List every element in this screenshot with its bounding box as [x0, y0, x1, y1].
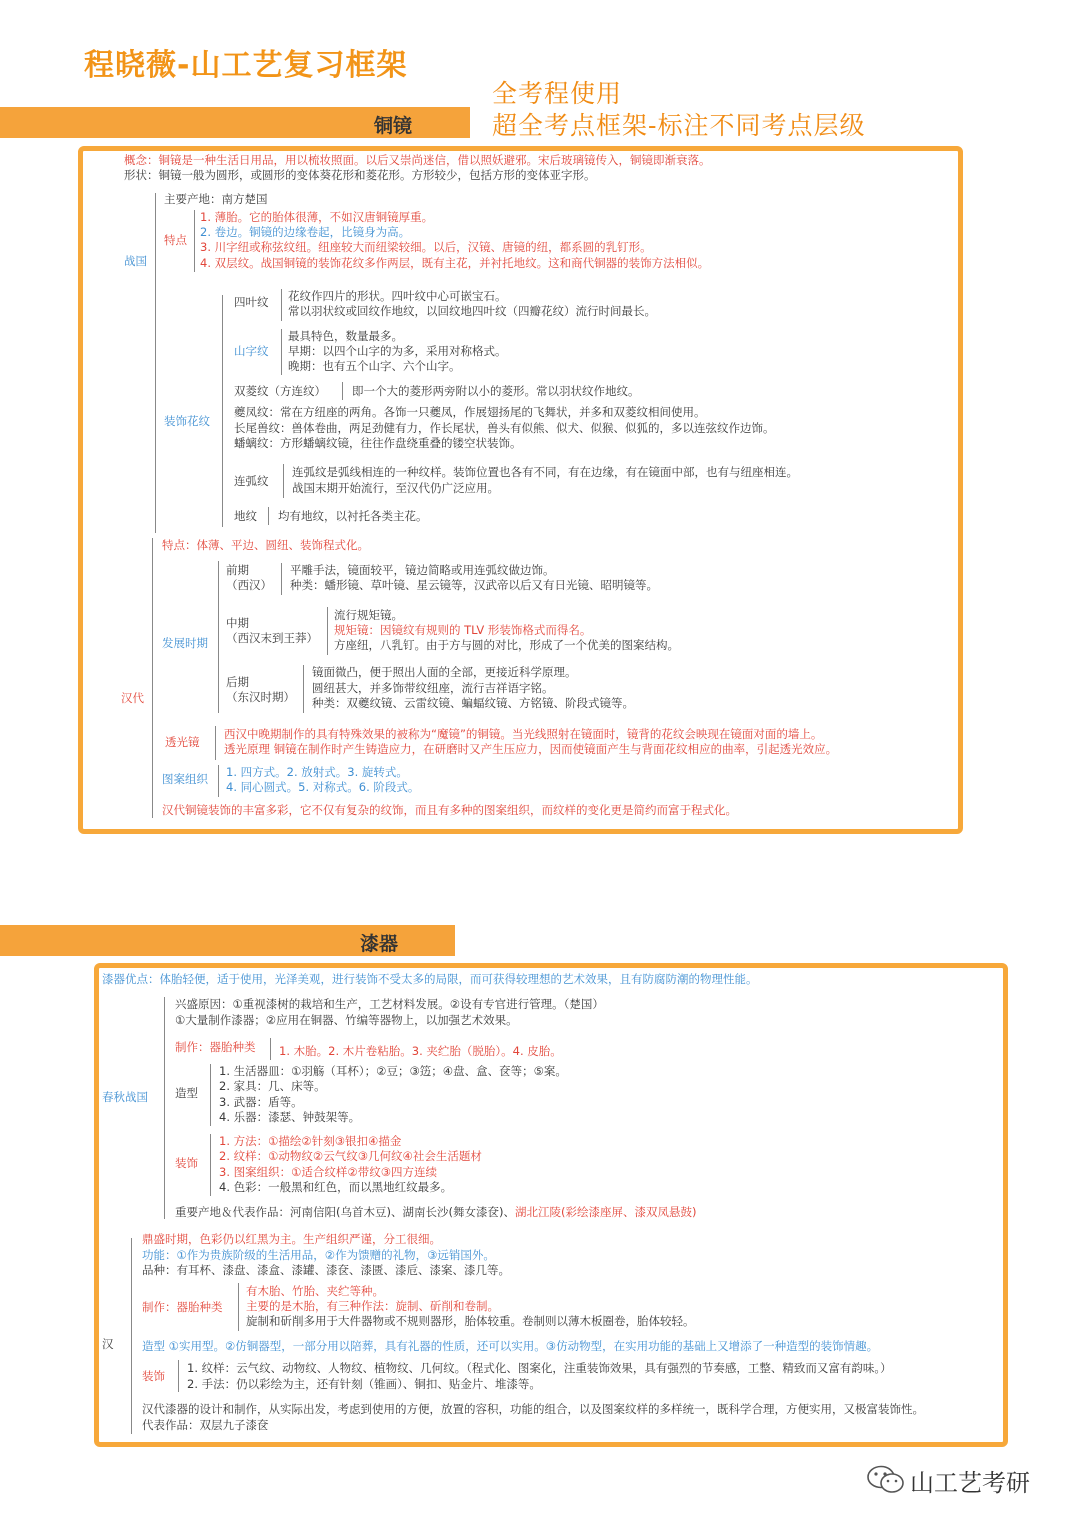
- kuifeng-text: 夔凤纹：常在方纽座的两角。各饰一只夔凤，作展翅扬尾的飞舞状，并多和双菱纹相间使用。: [234, 405, 706, 419]
- chunqiu-zhuangshi-3: 3. 图案组织：①适合纹样②带纹③四方连续: [219, 1165, 438, 1179]
- han-function: 功能：①作为贵族阶级的生活用品，②作为馈赠的礼物，③远销国外。: [142, 1248, 495, 1262]
- han-zhuangshi-1: 1. 纹样：云气纹、动物纹、人物纹、植物纹、几何纹。（程式化、图案化，注重装饰效果，具有强烈的节奏感，工整、精致而又富有韵味。）: [187, 1361, 892, 1375]
- touguang-line-2: 透光原理 铜镜在制作时产生铸造应力，在研磨时又产生压应力，因而使镜面产生与背面花纹相应的曲率，引起透光效应。: [224, 742, 838, 756]
- pattern-label: 图案组织: [162, 772, 208, 786]
- han-types: 品种：有耳杯、漆盘、漆盒、漆罐、漆奁、漆匮、漆卮、漆案、漆几等。: [142, 1263, 510, 1277]
- lianhu-line-2: 战国末期开始流行，至汉代仍广泛应用。: [292, 481, 499, 495]
- chunqiu-zaoxing-4: 4. 乐器：漆瑟、钟鼓架等。: [219, 1110, 361, 1124]
- chunqiu-zaoxing-3: 3. 武器：盾等。: [219, 1095, 303, 1109]
- bracket-dev: [218, 561, 219, 713]
- han-zhuangshi-2: 2. 手法：仍以彩绘为主，还有针刻（锥画）、铜扣、贴金片、堆漆等。: [187, 1377, 541, 1391]
- han-zhizuo-label: 制作：器胎种类: [142, 1300, 223, 1314]
- chunqiu-reason-2: ①大量制作漆器；②应用在铜器、竹编等器物上，以加强艺术效果。: [175, 1013, 518, 1027]
- bracket-chunqiu-zhizuo: [270, 1038, 271, 1060]
- chunqiu-works-a: 重要产地＆代表作品：河南信阳(乌首木豆)、湖南长沙(舞女漆奁)、: [175, 1205, 515, 1219]
- chunqiu-reason-1: 兴盛原因：①重视漆树的栽培和生产，工艺材料发展。②设有专官进行管理。（楚国）: [175, 997, 604, 1011]
- bracket-chunqiu-zaoxing: [210, 1064, 211, 1126]
- chunqiu-zhizuo: 1. 木胎。2. 木片卷粘胎。3. 夹纻胎（脱胎）。4. 皮胎。: [279, 1044, 562, 1058]
- touguang-line-1: 西汉中晚期制作的具有特殊效果的被称为“魔镜”的铜镜。当光线照射在镜面时，镜背的花纹会映现在镜面对面的墙上。: [224, 727, 823, 741]
- chunqiu-zhuangshi-label: 装饰: [175, 1156, 198, 1170]
- pattern-line-1: 1. 四方式。2. 放射式。3. 旋转式。: [226, 765, 408, 779]
- lianhu-line-1: 连弧纹是弧线相连的一种纹样。装饰位置也各有不同，有在边缘，有在镜面中部，也有与纽座相连。: [292, 465, 798, 479]
- zhanguo-feature-4: 4. 双层纹。战国铜镜的装饰花纹多作两层，既有主花，并衬托地纹。这和商代铜器的装饰方法相似。: [200, 256, 710, 270]
- shuangling-text: 即一个大的菱形两旁附以小的菱形。常以羽状纹作地纹。: [352, 384, 640, 398]
- mid-line-3: 方座纽，八乳钉。由于方与圆的对比，形成了一个优美的图案结构。: [334, 638, 679, 652]
- handai-label: 汉代: [121, 691, 144, 705]
- mid-line-2: 规矩镜：因镜纹有规则的 TLV 形装饰格式而得名。: [334, 623, 592, 637]
- early-label-period: （西汉）: [226, 578, 272, 592]
- late-label-period: （东汉时期）: [226, 690, 295, 704]
- handai-feature: 特点：体薄、平边、圆纽、装饰程式化。: [162, 538, 369, 552]
- bracket-chunqiu: [164, 997, 165, 1219]
- han-label: 汉: [102, 1337, 114, 1351]
- shanzi-label: 山字纹: [234, 344, 269, 358]
- zhanguo-feature-1: 1. 薄胎。它的胎体很薄，不如汉唐铜镜厚重。: [200, 210, 434, 224]
- changwei-text: 长尾兽纹：兽体卷曲，两足劲健有力，作长尾状，兽头有似熊、似犬、似猴、似狐的，多以连弦纹作边饰。: [234, 421, 775, 435]
- zhanguo-region: 主要产地：南方楚国: [164, 192, 268, 206]
- zhanguo-feature-label: 特点: [164, 233, 187, 247]
- bracket-zhanguo-feature: [194, 210, 195, 272]
- dev-label: 发展时期: [162, 636, 208, 650]
- wechat-icon: [866, 1464, 906, 1500]
- touguang-label: 透光镜: [165, 735, 200, 749]
- han-works: 代表作品：双层九子漆奁: [142, 1418, 269, 1432]
- bracket-shanzi: [281, 329, 282, 375]
- bracket-zhanguo: [155, 193, 156, 533]
- concept-text: 概念：铜镜是一种生活日用品，用以梳妆照面。以后又崇尚迷信，借以照妖避邪。宋后玻璃镜传入，铜镜即渐衰落。: [124, 153, 711, 167]
- panchi-text: 蟠螭纹：方形蟠螭纹镜，往往作盘绕重叠的镂空状装饰。: [234, 436, 522, 450]
- chunqiu-zaoxing-label: 造型: [175, 1086, 198, 1100]
- subtitle-description: 超全考点框架-标注不同考点层级: [492, 111, 866, 140]
- page-title: 程晓薇-山工艺复习框架: [84, 48, 408, 83]
- bracket-touguang: [215, 726, 216, 760]
- bracket-pattern: [218, 765, 219, 797]
- pattern-line-2: 4. 同心圆式。5. 对称式。6. 阶段式。: [226, 780, 420, 794]
- chunqiu-zhuangshi-2: 2. 纹样：①动物纹②云气纹③几何纹④社会生活题材: [219, 1149, 482, 1163]
- han-zaoxing: 造型 ①实用型。②仿铜器型，一部分用以陪葬，具有礼器的性质，还可以实用。③仿动物型，在实用功能的基础上又增添了一种造型的装饰情趣。: [142, 1339, 879, 1353]
- han-zhizuo-2: 主要的是木胎，有三种作法：旋制、斫削和卷制。: [246, 1299, 499, 1313]
- chunqiu-zaoxing-2: 2. 家具：几、床等。: [219, 1079, 326, 1093]
- late-label: 后期: [226, 675, 249, 689]
- shanzi-line-1: 最具特色，数量最多。: [288, 329, 403, 343]
- siye-line-2: 常以羽状纹或回纹作地纹，以回纹地四叶纹（四瓣花纹）流行时间最长。: [288, 304, 656, 318]
- mid-label: 中期: [226, 616, 249, 630]
- chunqiu-zhizuo-label: 制作：器胎种类: [175, 1040, 256, 1054]
- early-line-1: 平雕手法，镜面较平，镜边简略或用连弧纹做边饰。: [290, 563, 555, 577]
- chunqiu-zaoxing-1: 1. 生活器皿：①羽觞（耳杯）；②豆；③笾；④盘、盒、奁等；⑤案。: [219, 1064, 567, 1078]
- early-label: 前期: [226, 563, 249, 577]
- decor-label: 装饰花纹: [164, 414, 210, 428]
- chunqiu-label: 春秋战国: [102, 1090, 148, 1104]
- chunqiu-zhuangshi-4: 4. 色彩：一般黑和红色，而以黑地红纹最多。: [219, 1180, 453, 1194]
- han-zhizuo-3: 旋制和斫削多用于大件器物或不规则器形，胎体较重。卷制则以薄木板圈卷，胎体较轻。: [246, 1314, 695, 1328]
- chunqiu-works-b: 湖北江陵(彩绘漆座屏、漆双凤悬鼓): [514, 1205, 697, 1219]
- shanzi-line-2: 早期：以四个山字的为多，采用对称格式。: [288, 344, 507, 358]
- shape-text: 形状：铜镜一般为圆形，或圆形的变体葵花形和菱花形。方形较少，包括方形的变体亚字形。: [124, 168, 596, 182]
- qiqi-advantage: 漆器优点：体胎轻便，适于使用，光泽美观，进行装饰不受太多的局限，而可获得较理想的艺术效果，且有防腐防潮的物理性能。: [102, 972, 758, 986]
- mid-label-period: （西汉末到王莽）: [226, 631, 318, 645]
- bracket-siye: [281, 289, 282, 321]
- han-zhizuo-1: 有木胎、竹胎、夹纻等种。: [246, 1284, 384, 1298]
- diwen-text: 均有地纹，以衬托各类主花。: [278, 509, 428, 523]
- siye-label: 四叶纹: [234, 295, 269, 309]
- subtitle-usage: 全考程使用: [492, 79, 623, 108]
- bracket-han-zhizuo: [238, 1283, 239, 1331]
- bracket-han: [131, 1238, 132, 1434]
- section-label-qiqi: 漆器: [360, 933, 399, 955]
- watermark-text: 山工艺考研: [910, 1469, 1030, 1497]
- bracket-lianhu: [283, 464, 284, 498]
- bracket-handai: [152, 538, 153, 818]
- bracket-late: [303, 665, 304, 713]
- bracket-decor: [222, 295, 223, 527]
- bracket-early: [281, 563, 282, 595]
- handai-summary: 汉代铜镜装饰的丰富多彩，它不仅有复杂的纹饰，而且有多种的图案组织，而纹样的变化更是简约而富于程式化。: [162, 803, 737, 817]
- bracket-mid: [327, 607, 328, 655]
- late-line-3: 种类：双夔纹镜、云雷纹镜、蝙蝠纹镜、方铭镜、阶段式镜等。: [312, 696, 634, 710]
- diwen-label: 地纹: [234, 509, 257, 523]
- early-line-2: 种类：蟠形镜、草叶镜、星云镜等，汉武帝以后又有日光镜、昭明镜等。: [290, 578, 658, 592]
- zhanguo-feature-2: 2. 卷边。铜镜的边缘卷起，比镜身为高。: [200, 225, 411, 239]
- shuangling-label: 双菱纹（方连纹）: [234, 384, 326, 398]
- lianhu-label: 连弧纹: [234, 474, 269, 488]
- bracket-shuangling: [342, 382, 343, 400]
- chunqiu-zhuangshi-1: 1. 方法：①描绘②针刻③银扣④描金: [219, 1134, 402, 1148]
- section-label-tongjing: 铜镜: [374, 115, 413, 137]
- siye-line-1: 花纹作四片的形状。四叶纹中心可嵌宝石。: [288, 289, 507, 303]
- han-zhuangshi-label: 装饰: [142, 1369, 165, 1383]
- bracket-han-zhuangshi: [178, 1360, 179, 1392]
- zhanguo-feature-3: 3. 川字纽或称弦纹纽。纽座较大而纽梁较细。以后，汉镜、唐镜的纽，都系圆的乳钉形。: [200, 240, 652, 254]
- zhanguo-label: 战国: [124, 254, 147, 268]
- mid-line-1: 流行规矩镜。: [334, 608, 403, 622]
- shanzi-line-3: 晚期：也有五个山字、六个山字。: [288, 359, 461, 373]
- han-peak: 鼎盛时期，色彩仍以红黑为主。生产组织严谨，分工很细。: [142, 1232, 441, 1246]
- late-line-2: 圆纽甚大，并多饰带纹纽座，流行吉祥语字铭。: [312, 681, 554, 695]
- bracket-diwen: [268, 507, 269, 525]
- han-summary: 汉代漆器的设计和制作，从实际出发，考虑到使用的方便，放置的容积，功能的组合，以及图案纹样的多样统一，既科学合理，方便实用，又极富装饰性。: [142, 1402, 924, 1416]
- bracket-chunqiu-zhuangshi: [210, 1134, 211, 1196]
- late-line-1: 镜面微凸，便于照出人面的全部，更接近科学原理。: [312, 665, 577, 679]
